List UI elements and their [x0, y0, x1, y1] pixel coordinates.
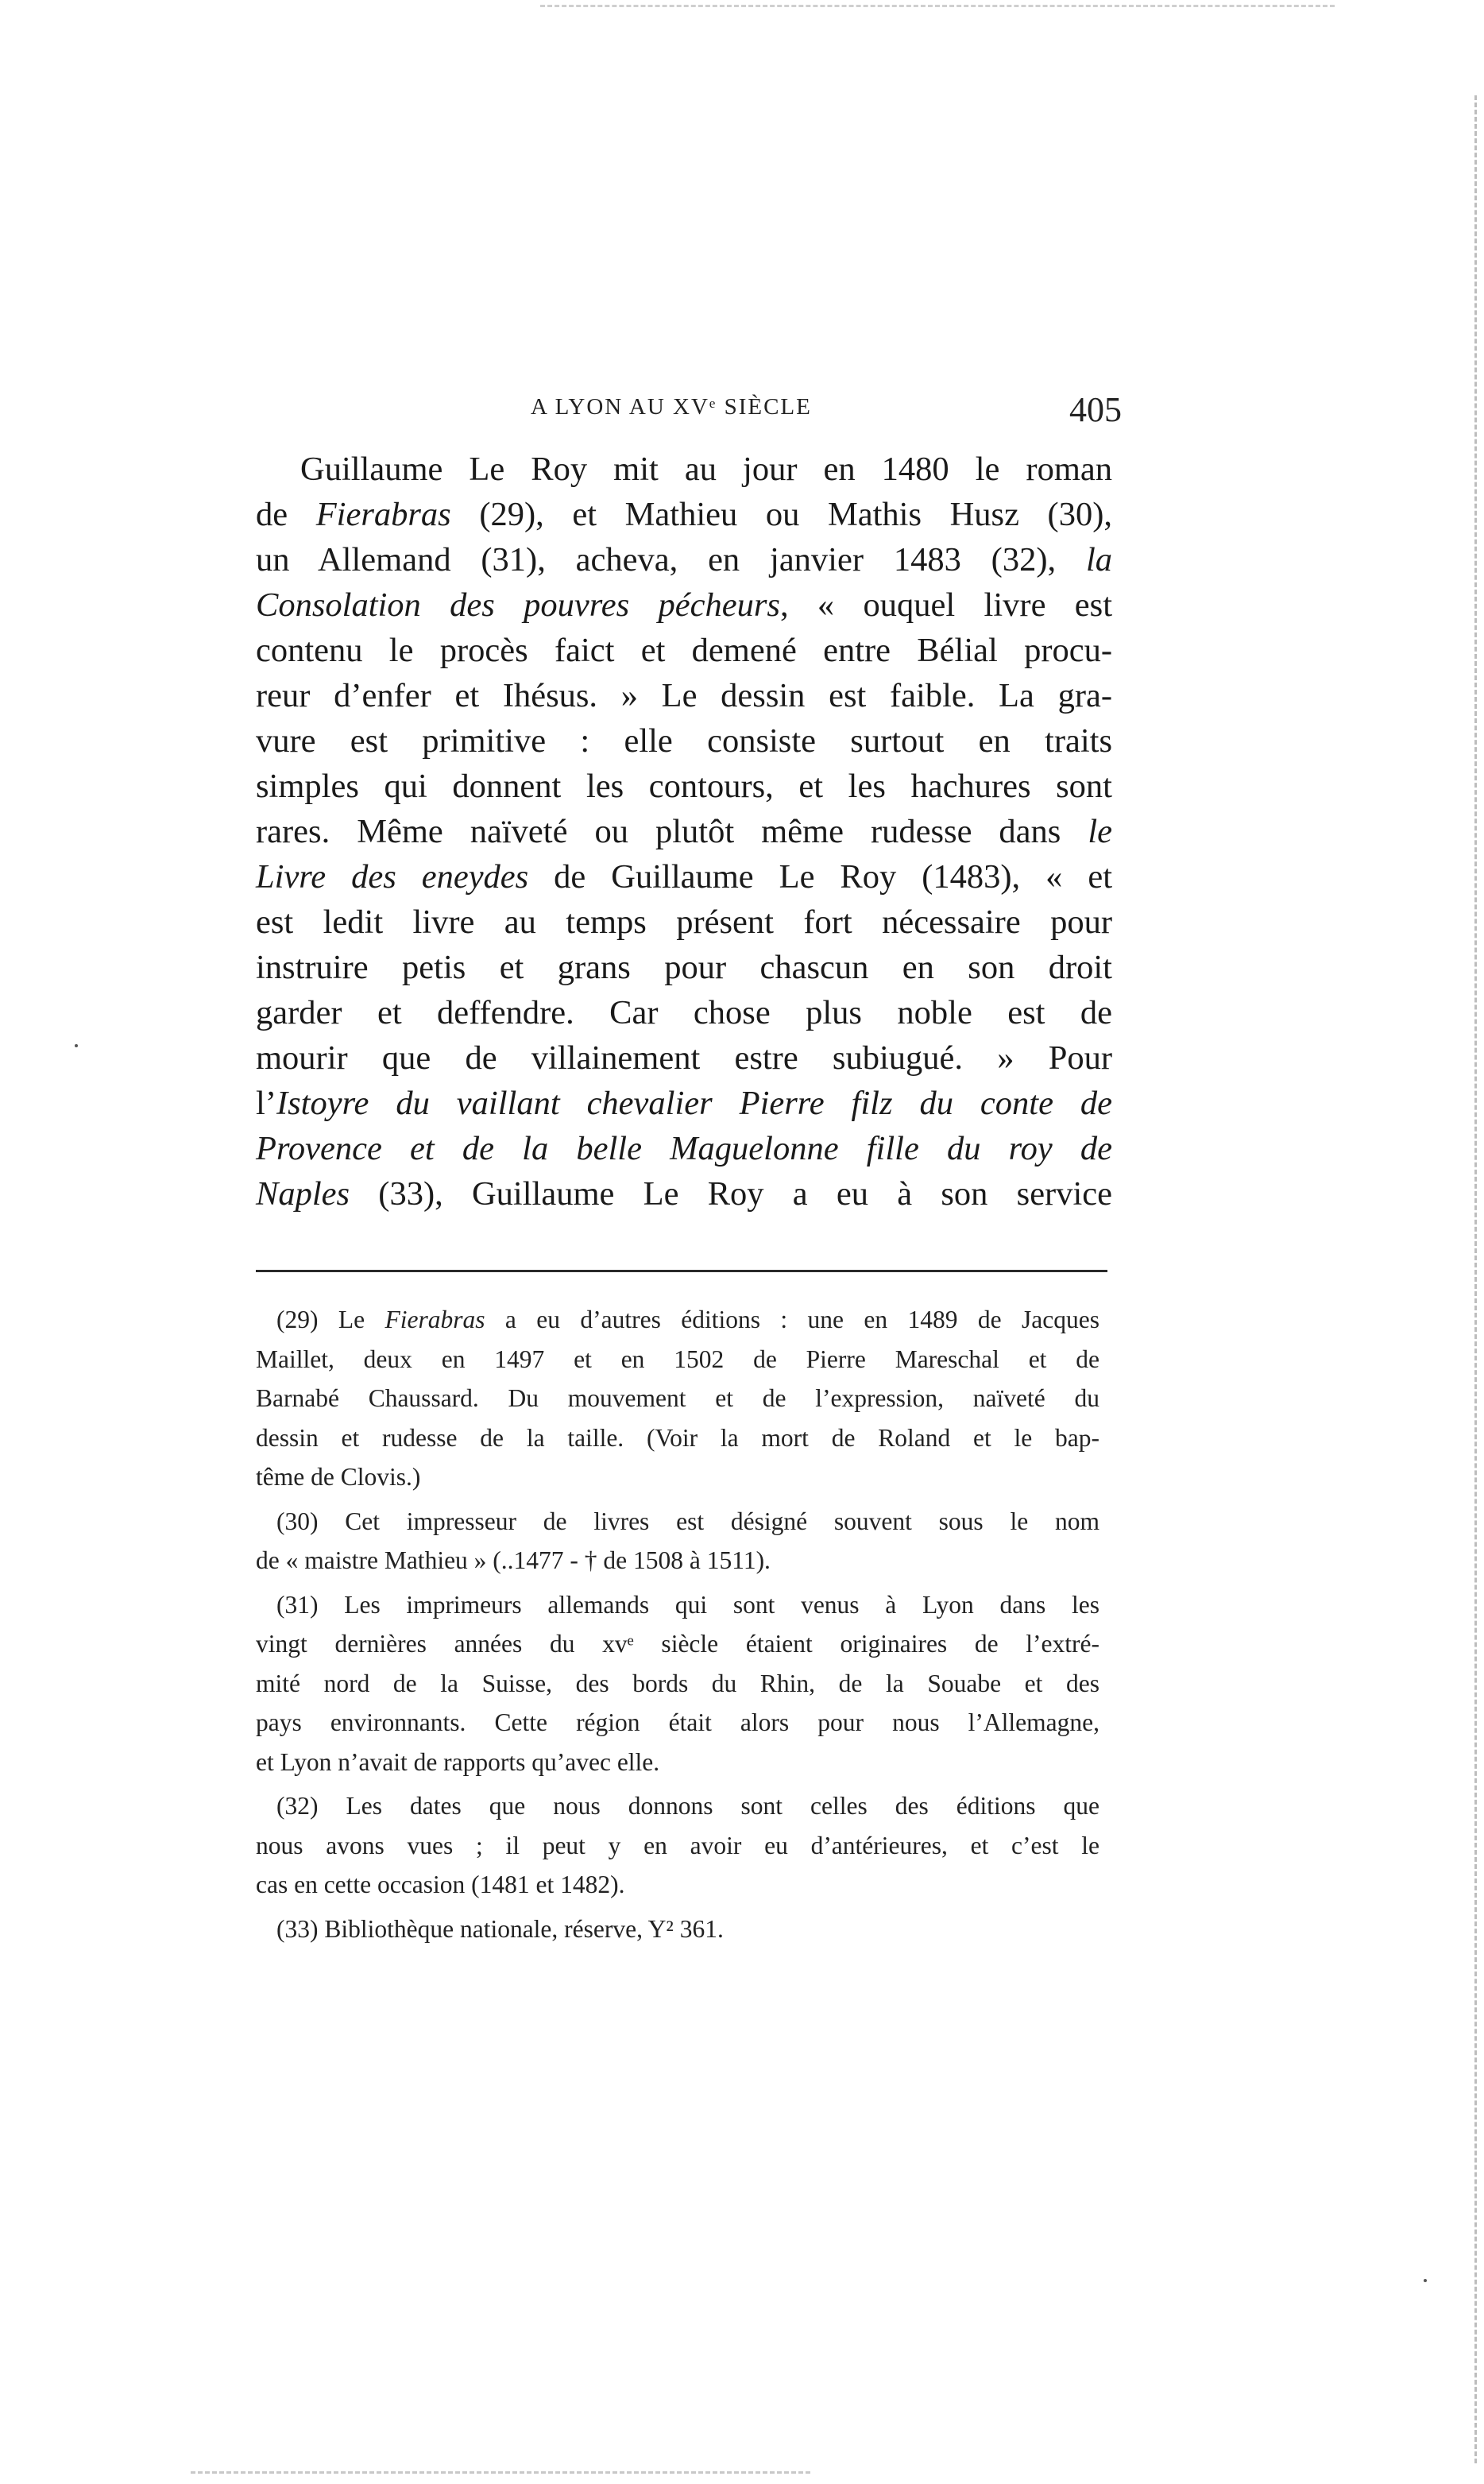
- text-line: rares. Même naïveté ou plutôt même rudesse dans le: [256, 813, 1112, 850]
- running-title: A LYON AU XVᵉ SIÈCLE: [531, 394, 812, 420]
- footnote-line: et Lyon n’avait de rapports qu’avec elle.: [256, 1747, 660, 1776]
- text-line: Naples (33), Guillaume Le Roy a eu à son service: [256, 1175, 1112, 1213]
- footnote-line: nous avons vues ; il peut y en avoir eu d’antérieures, et c’est le: [256, 1831, 1099, 1859]
- footnote-line: Barnabé Chaussard. Du mouvement et de l’expression, naïveté du: [256, 1384, 1099, 1412]
- text-line: Guillaume Le Roy mit au jour en 1480 le roman: [300, 451, 1112, 488]
- text-line: instruire petis et grans pour chascun en son droit: [256, 949, 1112, 986]
- footnote-separator-rule: [256, 1270, 1107, 1272]
- footnote-30: [256, 1502, 1099, 1581]
- text-line: garder et deffendre. Car chose plus noble est de: [256, 994, 1112, 1031]
- running-head: [254, 390, 1136, 448]
- page-number: 405: [1069, 390, 1122, 429]
- text-line: un Allemand (31), acheva, en janvier 1483 (32), la: [256, 541, 1112, 578]
- footnote-line: mité nord de la Suisse, des bords du Rhin, de la Souabe et des: [256, 1669, 1099, 1697]
- footnote-line: dessin et rudesse de la taille. (Voir la mort de Roland et le bap-: [256, 1423, 1099, 1452]
- scan-edge-top: [540, 5, 1335, 7]
- footnote-line: cas en cette occasion (1481 et 1482).: [256, 1871, 625, 1898]
- footnote-line: Maillet, deux en 1497 et en 1502 de Pierre Mareschal et de: [256, 1345, 1099, 1373]
- footnote-line: tême de Clovis.): [256, 1463, 421, 1491]
- text-line: de Fierabras (29), et Mathieu ou Mathis Husz (30),: [256, 496, 1112, 533]
- main-paragraph: [256, 447, 1112, 1217]
- ink-speck: [75, 1044, 78, 1047]
- footnote-line: (33) Bibliothèque nationale, réserve, Y² 361.: [276, 1914, 724, 1943]
- footnote-29: [256, 1300, 1099, 1497]
- footnote-line: vingt dernières années du xvᵉ siècle étaient originaires de l’extré-: [256, 1630, 1099, 1658]
- text-line: Provence et de la belle Maguelonne fille du roy de: [256, 1130, 1112, 1167]
- footnote-line: pays environnants. Cette région était alors pour nous l’Allemagne,: [256, 1708, 1099, 1736]
- footnote-line: (32) Les dates que nous donnons sont celles des éditions que: [276, 1792, 1099, 1820]
- footnote-line: de « maistre Mathieu » (..1477 - † de 1508 à 1511).: [256, 1546, 771, 1574]
- text-line: est ledit livre au temps présent fort nécessaire pour: [256, 903, 1112, 941]
- ink-speck: [1424, 2279, 1427, 2282]
- footnote-line: (31) Les imprimeurs allemands qui sont venus à Lyon dans les: [276, 1590, 1099, 1619]
- footnote-line: (29) Le Fierabras a eu d’autres éditions : une en 1489 de Jacques: [276, 1306, 1099, 1333]
- footnote-31: [256, 1585, 1099, 1782]
- text-line: Livre des eneydes de Guillaume Le Roy (1483), « et: [256, 858, 1113, 896]
- footnote-32: [256, 1786, 1099, 1905]
- text-line: Consolation des pouvres pécheurs, « ouquel livre est: [256, 586, 1112, 624]
- text-line: reur d’enfer et Ihésus. » Le dessin est faible. La gra-: [256, 677, 1112, 714]
- footnote-line: (30) Cet impresseur de livres est désigné souvent sous le nom: [276, 1507, 1099, 1535]
- text-line: mourir que de villainement estre subiugué. » Pour: [256, 1039, 1112, 1077]
- footnote-33: [256, 1909, 1099, 1949]
- footnotes: [256, 1300, 1099, 1953]
- scan-edge-bottom: [191, 2471, 810, 2474]
- text-line: contenu le procès faict et demené entre Bélial procu-: [256, 632, 1112, 669]
- scan-edge-right: [1474, 95, 1477, 2463]
- text-line: simples qui donnent les contours, et les hachures sont: [256, 768, 1112, 805]
- text-line: vure est primitive : elle consiste surtout en traits: [256, 722, 1112, 760]
- text-line: l’Istoyre du vaillant chevalier Pierre filz du conte de: [256, 1085, 1112, 1122]
